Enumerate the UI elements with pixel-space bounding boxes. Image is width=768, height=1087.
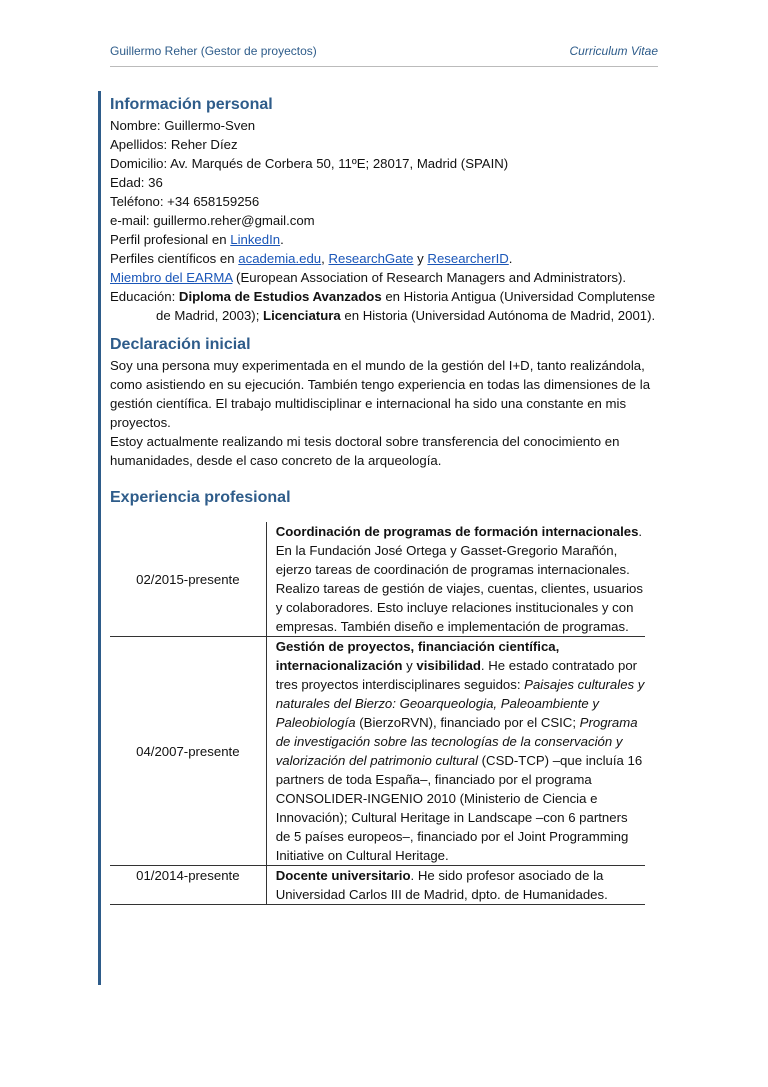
table-row (110, 866, 645, 905)
perfil-label: Perfil profesional en (110, 232, 231, 247)
section-heading-personal: Información personal (110, 96, 273, 113)
degree-dea: Diploma de Estudios Avanzados (178, 289, 382, 304)
page-header (110, 44, 658, 64)
linkedin-link[interactable]: LinkedIn (230, 232, 281, 247)
field-perfiles-cientificos (110, 249, 658, 268)
table-row (110, 637, 645, 866)
researcherid-link[interactable]: ResearcherID (427, 251, 509, 266)
declaracion-paragraph-2: Estoy actualmente realizando mi tesis doctoral sobre transferencia del conocimiento en humanidades, desde el caso concreto de la arqueología. (110, 434, 620, 468)
field-nombre: Nombre: Guillermo-Sven (110, 118, 256, 133)
perfil-end: . (280, 232, 284, 247)
header-doc-type: Curriculum Vitae (569, 44, 658, 58)
role-text: . En la Fundación José Ortega y Gasset-Gregorio Marañón, ejerzo tareas de coordinación de programas internacionales. Realizo tareas de gestión de viajes, cuentas, clientes, usuarios y colaboradores. Esto incluye relaciones institucionales y con empresas. También diseño e implementación de programas. (275, 524, 643, 634)
earma-link[interactable]: Miembro del EARMA (110, 270, 233, 285)
cv-content (110, 94, 658, 905)
experience-date: 04/2007-presente (110, 637, 266, 866)
header-author: Guillermo Reher (Gestor de proyectos) (110, 44, 317, 58)
role-title: Gestión de proyectos, financiación científica, internacionalización (275, 639, 560, 673)
role-text-2: . He estado contratado por tres proyectos interdisciplinares seguidos: (275, 658, 638, 692)
role-title-2: visibilidad (416, 658, 481, 673)
educacion-text-2: en Historia (Universidad Autónoma de Madrid, 2001). (340, 308, 656, 323)
researchgate-link[interactable]: ResearchGate (328, 251, 414, 266)
field-earma (110, 268, 658, 287)
earma-text: (European Association of Research Managers and Administrators). (232, 270, 627, 285)
section-heading-experiencia: Experiencia profesional (110, 489, 291, 506)
declaracion-paragraph-1: Soy una persona muy experimentada en el mundo de la gestión del I+D, tanto realizándola, como asistiendo en su ejecución. También tengo experiencia en todas las dimensiones de la gestión científica. El trabajo multidisciplinar e internacional ha sido una constante en mis proyectos. (110, 358, 651, 430)
role-text-4: (CSD-TCP) –que incluía 16 partners de toda España–, financiado por el programa CONSOLIDER-INGENIO 2010 (Ministerio de Ciencia e Innovación); Cultural Heritage in Landscape –con 6 partners de 5 países europeos–, financiado por el Joint Programming Initiative on Cultural Heritage. (275, 753, 643, 863)
sep-1: , (321, 251, 329, 266)
educacion-label: Educación: (110, 289, 179, 304)
project-title-2: Programa de investigación sobre las tecnologías de la conservación y valorización del patrimonio cultural (275, 715, 638, 768)
role-title: Docente universitario (275, 868, 411, 883)
field-educacion (110, 287, 658, 325)
academia-link[interactable]: academia.edu (238, 251, 322, 266)
header-divider (110, 66, 658, 67)
educacion-text-1: en Historia Antigua (Universidad Complutense de Madrid, 2003); (156, 289, 656, 323)
experience-description (266, 866, 645, 905)
field-domicilio: Domicilio: Av. Marqués de Corbera 50, 11ºE; 28017, Madrid (SPAIN) (110, 156, 509, 171)
experience-description (266, 522, 645, 637)
degree-licenciatura: Licenciatura (263, 308, 341, 323)
experience-date: 02/2015-presente (110, 522, 266, 637)
left-accent-rule (98, 91, 101, 985)
experience-description (266, 637, 645, 866)
field-edad: Edad: 36 (110, 175, 163, 190)
cientificos-end: . (508, 251, 513, 266)
field-email: e-mail: guillermo.reher@gmail.com (110, 213, 315, 228)
field-telefono: Teléfono: +34 658159256 (110, 194, 260, 209)
sep-2: y (413, 251, 428, 266)
project-title-1: Paisajes culturales y naturales del Bierzo: Geoarqueologia, Paleoambiente y Paleobiología (275, 677, 645, 730)
experience-date: 01/2014-presente (110, 866, 266, 905)
role-text: . He sido profesor asociado de la Universidad Carlos III de Madrid, dpto. de Humanidades. (275, 868, 608, 902)
cientificos-label: Perfiles científicos en (110, 251, 239, 266)
role-title: Coordinación de programas de formación internacionales (275, 524, 639, 539)
experience-table (110, 522, 645, 905)
table-row (110, 522, 645, 637)
role-text: y (402, 658, 417, 673)
section-heading-declaracion: Declaración inicial (110, 336, 251, 353)
field-apellidos: Apellidos: Reher Díez (110, 137, 238, 152)
role-text-3: (BierzoRVN), financiado por el CSIC; (355, 715, 580, 730)
field-perfil (110, 230, 658, 249)
